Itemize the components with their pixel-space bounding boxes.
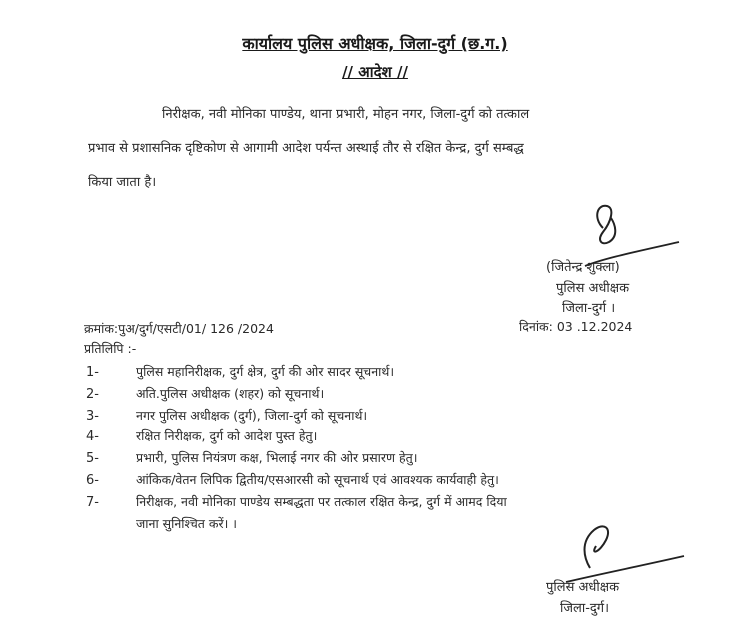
- reference-number: क्रमांक:पुअ/दुर्ग/एसटी/01/ 126 /2024: [84, 321, 274, 336]
- body-line-1: निरीक्षक, नवी मोनिका पाण्डेय, थाना प्रभारी, मोहन नगर, जिला-दुर्ग को तत्काल: [162, 107, 530, 122]
- list-item: निरीक्षक, नवी मोनिका पाण्डेय सम्बद्धता पर तत्काल रक्षित केन्द्र, दुर्ग में आमद दिया: [136, 494, 507, 509]
- signatory-district: जिला-दुर्ग ।: [562, 301, 616, 316]
- list-number: 6-: [86, 473, 99, 488]
- list-item-continuation: जाना सुनिश्चित करें। ।: [136, 516, 238, 531]
- list-number: 1-: [86, 365, 99, 380]
- copy-heading: प्रतिलिपि :-: [84, 341, 137, 356]
- order-heading: // आदेश //: [342, 63, 408, 81]
- list-item: पुलिस महानिरीक्षक, दुर्ग क्षेत्र, दुर्ग की ओर सादर सूचनार्थ।: [136, 364, 395, 379]
- reference-date: दिनांक: 03 .12.2024: [519, 319, 633, 334]
- list-number: 5-: [86, 451, 99, 466]
- list-number: 3-: [86, 409, 99, 424]
- body-line-2: प्रभाव से प्रशासनिक दृष्टिकोण से आगामी आदेश पर्यन्त अस्थाई तौर से रक्षित केन्द्र, दुर्ग सम्बद्ध: [88, 141, 524, 156]
- signatory-district: जिला-दुर्ग।: [560, 601, 610, 616]
- list-number: 4-: [86, 429, 99, 444]
- signatory-name: (जितेन्द्र शुक्ला): [546, 260, 620, 275]
- body-line-3: किया जाता है।: [88, 175, 157, 190]
- list-item: रक्षित निरीक्षक, दुर्ग को आदेश पुस्त हेतु।: [136, 428, 318, 443]
- list-number: 2-: [86, 387, 99, 402]
- list-number: 7-: [86, 495, 99, 510]
- signatory-designation: पुलिस अधीक्षक: [546, 580, 620, 595]
- office-title: कार्यालय पुलिस अधीक्षक, जिला-दुर्ग (छ.ग.): [242, 34, 508, 53]
- list-item: नगर पुलिस अधीक्षक (दुर्ग), जिला-दुर्ग को सूचनार्थ।: [136, 408, 368, 423]
- signatory-designation: पुलिस अधीक्षक: [556, 281, 630, 296]
- list-item: प्रभारी, पुलिस नियंत्रण कक्ष, भिलाई नगर की ओर प्रसारण हेतु।: [136, 450, 418, 465]
- list-item: आंकिक/वेतन लिपिक द्वितीय/एसआरसी को सूचनार्थ एवं आवश्यक कार्यवाही हेतु।: [136, 472, 499, 487]
- list-item: अति.पुलिस अधीक्षक (शहर) को सूचनार्थ।: [136, 386, 325, 401]
